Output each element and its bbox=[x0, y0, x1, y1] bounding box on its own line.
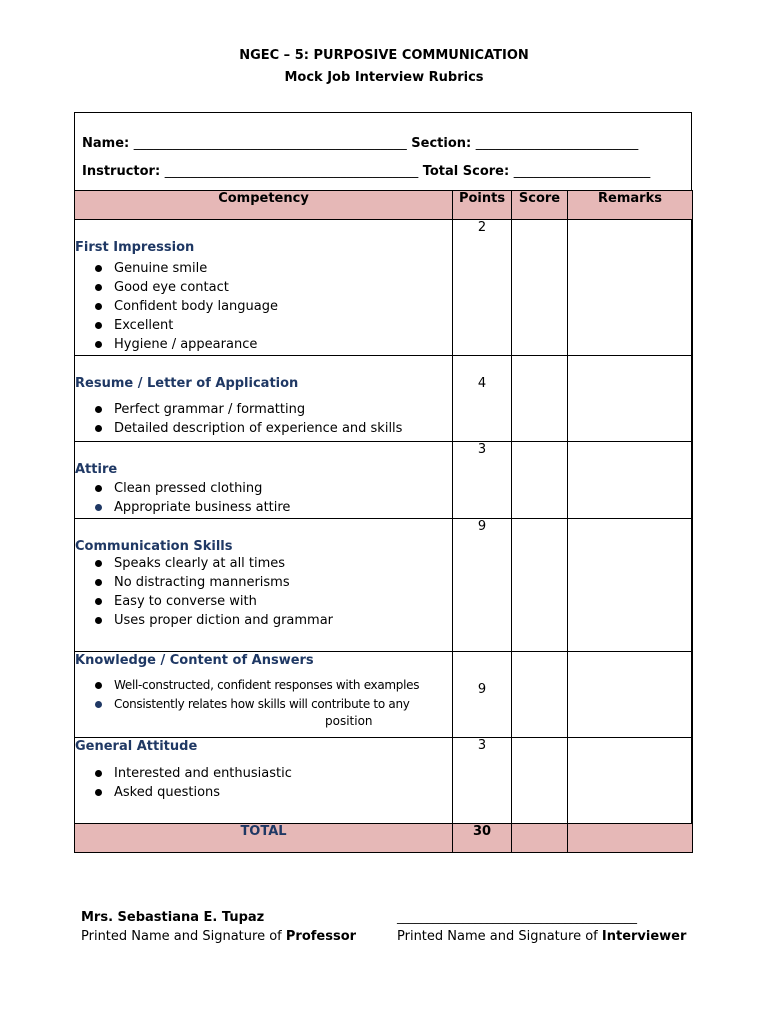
interviewer-signature-line[interactable]: ________________________________________ bbox=[397, 910, 637, 924]
criterion-item: Genuine smile bbox=[75, 259, 452, 278]
remarks-cell[interactable] bbox=[568, 356, 693, 442]
table-row bbox=[75, 442, 693, 519]
remarks-cell[interactable] bbox=[568, 442, 693, 519]
criterion-item: Easy to converse with bbox=[75, 592, 452, 611]
competency-title: Communication Skills bbox=[75, 539, 233, 554]
competency-cell bbox=[75, 220, 453, 356]
score-cell[interactable] bbox=[512, 738, 568, 824]
score-cell[interactable] bbox=[512, 652, 568, 738]
criterion-item: Perfect grammar / formatting bbox=[75, 400, 452, 419]
points-cell: 9 bbox=[453, 652, 512, 738]
score-cell[interactable] bbox=[512, 220, 568, 356]
name-label: Name: bbox=[82, 136, 130, 151]
instructor-score-line bbox=[82, 164, 650, 179]
total-remarks-cell[interactable] bbox=[568, 824, 693, 853]
score-cell[interactable] bbox=[512, 442, 568, 519]
criterion-item: Well-constructed, confident responses with examples bbox=[75, 676, 452, 695]
competency-cell bbox=[75, 356, 453, 442]
remarks-cell[interactable] bbox=[568, 519, 693, 652]
total-score-label: Total Score: bbox=[422, 164, 510, 179]
interviewer-caption-prefix: Printed Name and Signature of bbox=[397, 929, 598, 944]
table-row bbox=[75, 519, 693, 652]
course-title: NGEC – 5: PURPOSIVE COMMUNICATION bbox=[239, 48, 529, 63]
table-row bbox=[75, 356, 693, 442]
criterion-item: Speaks clearly at all times bbox=[75, 554, 452, 573]
total-score-cell[interactable] bbox=[512, 824, 568, 853]
criterion-item: Clean pressed clothing bbox=[75, 479, 452, 498]
criterion-item: Asked questions bbox=[75, 783, 452, 802]
total-row bbox=[75, 824, 693, 853]
professor-caption bbox=[81, 929, 356, 944]
criterion-item: Detailed description of experience and skills bbox=[75, 419, 452, 438]
table-header-row bbox=[75, 191, 693, 220]
interviewer-caption-role: Interviewer bbox=[601, 929, 687, 944]
interviewer-caption bbox=[397, 929, 686, 944]
competency-title: General Attitude bbox=[75, 739, 198, 754]
score-header: Score bbox=[512, 191, 568, 220]
remarks-cell[interactable] bbox=[568, 220, 693, 356]
name-section-line bbox=[82, 136, 638, 151]
competency-cell bbox=[75, 519, 453, 652]
points-cell: 2 bbox=[453, 220, 512, 356]
competency-cell bbox=[75, 738, 453, 824]
table-row bbox=[75, 652, 693, 738]
competency-title: First Impression bbox=[75, 240, 195, 255]
points-cell: 3 bbox=[453, 738, 512, 824]
criterion-item: Consistently relates how skills will contribute to any bbox=[75, 695, 452, 714]
section-field[interactable]: _________________________ bbox=[475, 136, 639, 151]
competency-cell bbox=[75, 652, 453, 738]
remarks-cell[interactable] bbox=[568, 738, 693, 824]
total-score-field[interactable]: _____________________ bbox=[513, 164, 651, 179]
score-cell[interactable] bbox=[512, 519, 568, 652]
criterion-item: Appropriate business attire bbox=[75, 498, 452, 517]
points-cell: 4 bbox=[453, 356, 512, 442]
total-label: TOTAL bbox=[75, 824, 453, 853]
points-header: Points bbox=[453, 191, 512, 220]
remarks-cell[interactable] bbox=[568, 652, 693, 738]
professor-caption-role: Professor bbox=[285, 929, 357, 944]
competency-title: Resume / Letter of Application bbox=[75, 376, 299, 391]
instructor-field[interactable]: _______________________________________ bbox=[164, 164, 419, 179]
competency-header: Competency bbox=[75, 191, 453, 220]
score-cell[interactable] bbox=[512, 356, 568, 442]
criterion-item: Uses proper diction and grammar bbox=[75, 611, 452, 630]
criterion-item: Confident body language bbox=[75, 297, 452, 316]
competency-title: Attire bbox=[75, 462, 118, 477]
professor-caption-prefix: Printed Name and Signature of bbox=[81, 929, 282, 944]
instructor-label: Instructor: bbox=[82, 164, 161, 179]
criterion-item: Excellent bbox=[75, 316, 452, 335]
total-points: 30 bbox=[453, 824, 512, 853]
name-field[interactable]: __________________________________________ bbox=[133, 136, 407, 151]
table-row bbox=[75, 220, 693, 356]
criterion-item: Good eye contact bbox=[75, 278, 452, 297]
table-row bbox=[75, 738, 693, 824]
criterion-item: Hygiene / appearance bbox=[75, 335, 452, 354]
professor-name: Mrs. Sebastiana E. Tupaz bbox=[81, 910, 265, 925]
section-label: Section: bbox=[411, 136, 472, 151]
criterion-item: Interested and enthusiastic bbox=[75, 764, 452, 783]
remarks-header: Remarks bbox=[568, 191, 693, 220]
points-cell: 9 bbox=[453, 519, 512, 652]
competency-title: Knowledge / Content of Answers bbox=[75, 653, 314, 668]
rubric-subtitle: Mock Job Interview Rubrics bbox=[284, 70, 484, 85]
rubric-table bbox=[74, 190, 693, 853]
competency-cell bbox=[75, 442, 453, 519]
points-cell: 3 bbox=[453, 442, 512, 519]
criterion-item: No distracting mannerisms bbox=[75, 573, 452, 592]
criterion-continuation: position bbox=[325, 714, 373, 728]
